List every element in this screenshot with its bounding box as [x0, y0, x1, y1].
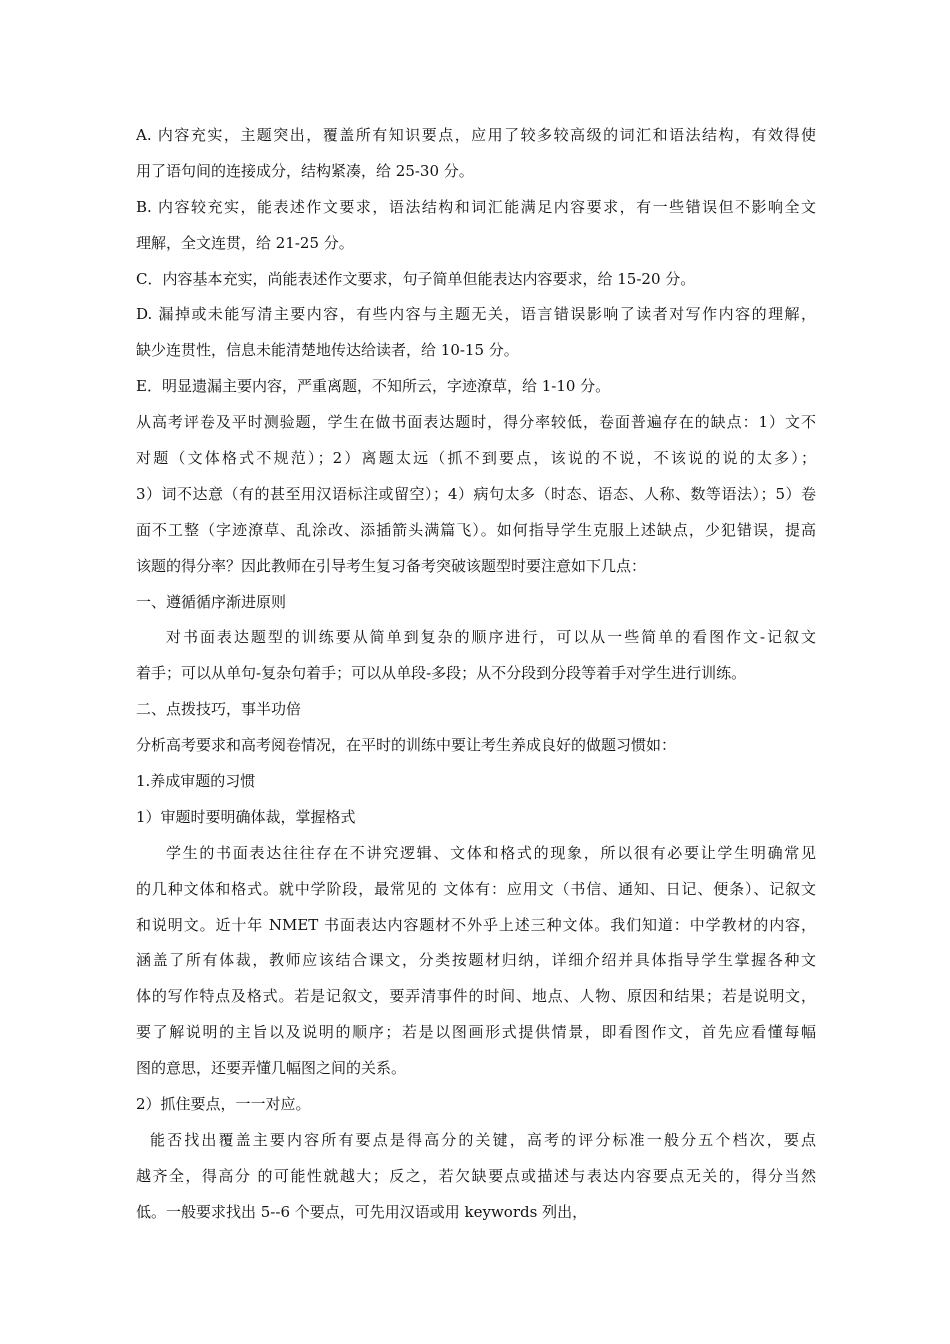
text-line: 该题的得分率？因此教师在引导考生复习备考突破该题型时要注意如下几点： [136, 556, 647, 575]
text-line: 和说明文。近十年 NMET 书面表达内容题材不外乎上述三种文体。我们知道：中学教材的内容， [136, 915, 816, 934]
text-line: 要了解说明的主旨以及说明的顺序；若是以图画形式提供情景，即看图作文，首先应看懂每幅 [136, 1023, 816, 1042]
section-heading: 一、遵循循序渐进原则 [136, 592, 287, 611]
text-line: 着手；可以从单句-复杂句着手；可以从单段-多段；从不分段到分段等着手对学生进行训练。 [136, 664, 747, 683]
section-heading: 二、点拨技巧，事半功倍 [136, 700, 302, 719]
text-line: 涵盖了所有体裁，教师应该结合课文，分类按题材归纳，详细介绍并具体指导学生掌握各种文 [136, 951, 816, 970]
text-line: 用了语句间的连接成分，结构紧凑，给 25-30 分。 [136, 161, 474, 180]
text-line: 对书面表达题型的训练要从简单到复杂的顺序进行，可以从一些简单的看图作文-记叙文 [166, 628, 816, 647]
text-line: A. 内容充实，主题突出，覆盖所有知识要点，应用了较多较高级的词汇和语法结构，有效得使 [136, 126, 816, 144]
text-line: 学生的书面表达往往存在不讲究逻辑、文体和格式的现象，所以很有必要让学生明确常见 [166, 843, 816, 862]
text-line: 低。一般要求找出 5--6 个要点，可先用汉语或用 keywords 列出， [136, 1202, 588, 1221]
text-line: 缺少连贯性，信息未能清楚地传达给读者，给 10-15 分。 [136, 341, 519, 360]
text-line: 分析高考要求和高考阅卷情况，在平时的训练中要让考生养成良好的做题习惯如： [136, 736, 677, 755]
text-line: E．明显遗漏主要内容，严重离题，不知所云，字迹潦草，给 1-10 分。 [136, 377, 611, 396]
subsection-heading: 2）抓住要点，一一对应。 [136, 1095, 311, 1114]
subsection-heading: 1.养成审题的习惯 [136, 772, 256, 791]
text-line: 对题（文体格式不规范）；2）离题太远（抓不到要点，该说的不说，不该说的说的太多）； [136, 449, 816, 468]
text-line: 理解，全文连贯，给 21-25 分。 [136, 233, 354, 252]
text-line: 的几种文体和格式。就中学阶段，最常见的 文体有：应用文（书信、通知、日记、便条）、记叙文 [136, 879, 816, 898]
text-line: 体的写作特点及格式。若是记叙文，要弄清事件的时间、地点、人物、原因和结果；若是说明文， [136, 987, 816, 1006]
text-line: 图的意思，还要弄懂几幅图之间的关系。 [136, 1059, 407, 1078]
document-page [136, 118, 816, 1231]
subsection-heading: 1）审题时要明确体裁，掌握格式 [136, 807, 356, 826]
text-line: 面不工整（字迹潦草、乱涂改、添插箭头满篇飞）。如何指导学生克服上述缺点，少犯错误，提高 [136, 520, 816, 539]
text-line: D. 漏掉或未能写清主要内容，有些内容与主题无关，语言错误影响了读者对写作内容的理解， [136, 305, 816, 324]
text-line: 越齐全，得高分 的可能性就越大；反之，若欠缺要点或描述与表达内容要点无关的，得分当然 [136, 1166, 816, 1185]
text-line: 3）词不达意（有的甚至用汉语标注或留空）；4）病句太多（时态、语态、人称、数等语法）；5）卷 [136, 484, 816, 503]
text-line: B. 内容较充实，能表述作文要求，语法结构和词汇能满足内容要求，有一些错误但不影响全文 [136, 197, 816, 216]
text-line: 从高考评卷及平时测验题，学生在做书面表达题时，得分率较低，卷面普遍存在的缺点：1）文不 [136, 413, 816, 432]
text-line: C．内容基本充实，尚能表述作文要求，句子简单但能表达内容要求，给 15-20 分。 [136, 269, 696, 288]
text-line: 能否找出覆盖主要内容所有要点是得高分的关键，高考的评分标准一般分五个档次，要点 [150, 1130, 816, 1149]
